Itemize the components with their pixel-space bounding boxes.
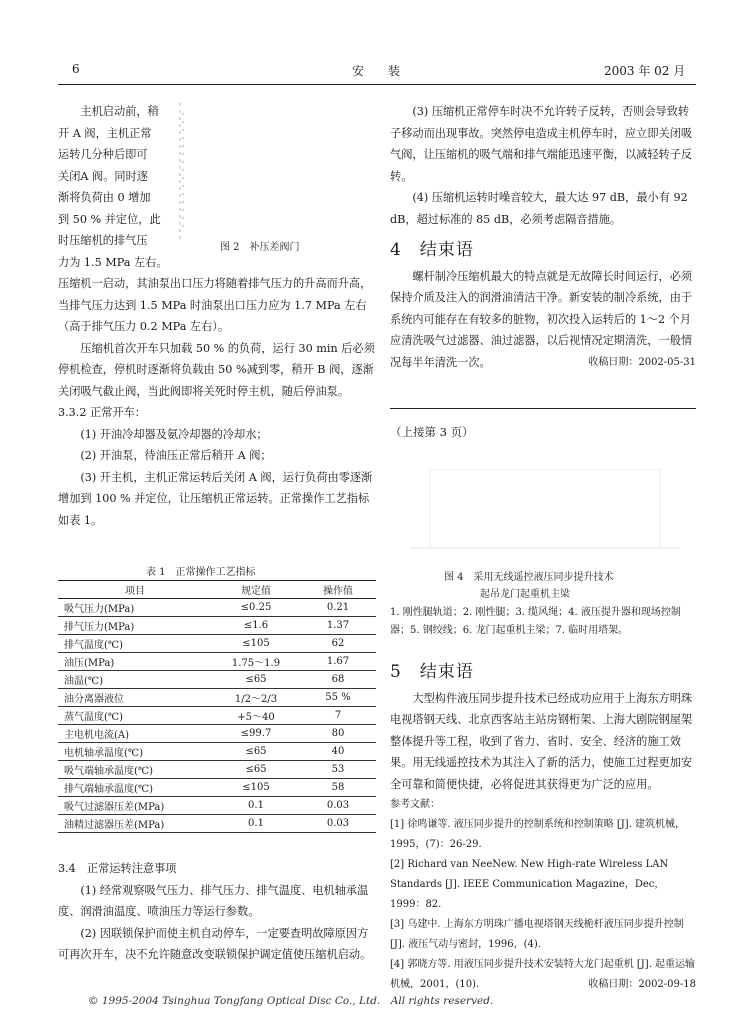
cell-actual: 7 bbox=[300, 707, 376, 725]
cell-actual: 53 bbox=[300, 761, 376, 779]
cell-item: 蒸气温度(℃) bbox=[58, 707, 212, 725]
step-item: (3) 开主机，主机正常运转后关闭 A 阀，运行负荷由零逐渐增加到 100 % 并定位，让压缩机正常运转。正常操作工艺指标如表 1。 bbox=[58, 470, 373, 527]
intro-text bbox=[58, 101, 180, 273]
table-row bbox=[58, 725, 376, 743]
figure-4-caption-line2: 起吊龙门起重机主梁 bbox=[480, 589, 570, 600]
figure-2-valve-drawing bbox=[176, 103, 188, 243]
table-row bbox=[58, 689, 376, 707]
cell-actual: 1.37 bbox=[300, 617, 376, 635]
cell-actual: 68 bbox=[300, 671, 376, 689]
cell-actual: 80 bbox=[300, 725, 376, 743]
cell-spec: ≤105 bbox=[212, 779, 300, 797]
cell-spec: +5～40 bbox=[212, 707, 300, 725]
paragraph: 大型构件液压同步提升技术已经成功应用于上海东方明珠电视塔钢天线、北京西客站主站房钢桁架、上海大剧院钢屋架整体提升等工程，收到了省力、省时、安全、经济的施工效果。用无线遥控技术为其注入了新的活力，使施工过程更加安全可靠和简便快捷，必将促进其获得更为广泛的应用。 bbox=[390, 691, 693, 791]
table-row bbox=[58, 671, 376, 689]
table-row bbox=[58, 815, 376, 833]
table-row bbox=[58, 779, 376, 797]
col-header: 规定值 bbox=[212, 581, 300, 599]
col-header: 操作值 bbox=[300, 581, 376, 599]
intro-line: 时压缩机的排气压 bbox=[58, 234, 148, 247]
table-row bbox=[58, 743, 376, 761]
note-item: (1) 经常观察吸气压力、排气压力、排气温度、电机轴承温度、润滑油温度、喷油压力等运行参数。 bbox=[58, 883, 369, 918]
step-item: (2) 开油泵，待油压正常后稍开 A 阀； bbox=[80, 449, 272, 462]
header-rule bbox=[58, 84, 696, 85]
figure-4-legend: 1. 刚性腿轨道；2. 刚性腿；3. 缆风绳；4. 液压提升器和现场控制器；5. 钢绞线；6. 龙门起重机主梁；7. 临时用塔架。 bbox=[390, 607, 681, 636]
table-header-row bbox=[58, 581, 376, 599]
cell-actual: 62 bbox=[300, 635, 376, 653]
subsection-heading: 3.3.2 正常开车： bbox=[58, 406, 146, 419]
table-row bbox=[58, 707, 376, 725]
cell-spec: ≤105 bbox=[212, 635, 300, 653]
table-row bbox=[58, 797, 376, 815]
page-number: 6 bbox=[72, 62, 80, 76]
cell-item: 吸气端轴承温度(℃) bbox=[58, 761, 212, 779]
cell-actual: 55 % bbox=[300, 689, 376, 707]
cell-spec: ≤99.7 bbox=[212, 725, 300, 743]
intro-line: 关闭A 阀。同时逐 bbox=[58, 169, 148, 183]
issue-date: 2003 年 02 月 bbox=[604, 64, 686, 78]
table-row bbox=[58, 761, 376, 779]
references-title: 参考文献： bbox=[390, 799, 440, 810]
process-table bbox=[58, 580, 376, 833]
figure-4-crane-drawing bbox=[400, 448, 690, 558]
cell-item: 排气温度(℃) bbox=[58, 635, 212, 653]
table-row bbox=[58, 617, 376, 635]
cell-item: 排气端轴承温度(℃) bbox=[58, 779, 212, 797]
running-section: 安 装 bbox=[352, 64, 407, 78]
intro-line: 运转几分种后即可 bbox=[58, 148, 148, 161]
copyright-footer: © 1995-2004 Tsinghua Tongfang Optical Disc Co., Ltd. All rights reserved. bbox=[88, 995, 494, 1007]
cell-item: 吸气过滤器压差(MPa) bbox=[58, 797, 212, 815]
paragraph: 螺杆制冷压缩机最大的特点就是无故障长时间运行，必须保持介质及注入的润滑油清洁干净。新安装的制冷系统，由于系统内可能存在有较多的脏物，初次投入运转后的 1～2 个月应清洗吸气过滤器、油过滤器，以后视情况定期清洗，一般情况每半年清洗一次。 bbox=[390, 269, 693, 369]
cell-actual: 40 bbox=[300, 743, 376, 761]
cell-spec: 1.75～1.9 bbox=[212, 653, 300, 671]
cell-item: 吸气压力(MPa) bbox=[58, 599, 212, 617]
table-row bbox=[58, 653, 376, 671]
table-row bbox=[58, 635, 376, 653]
paragraph: 压缩机首次开车只加载 50 % 的负荷，运行 30 min 后必须停机检查，停机时逐渐将负载由 50 %减到零，稍开 B 阀，逐渐关闭吸气截止阀，当此阀即将关死时停主机，随后停油泵。 bbox=[58, 341, 375, 398]
intro-line: 渐将负荷由 0 增加 bbox=[58, 191, 151, 204]
table-row bbox=[58, 599, 376, 617]
cell-item: 油精过滤器压差(MPa) bbox=[58, 815, 212, 833]
cell-spec: ≤65 bbox=[212, 671, 300, 689]
cell-item: 油温(℃) bbox=[58, 671, 212, 689]
cell-spec: ≤0.25 bbox=[212, 599, 300, 617]
cell-actual: 0.21 bbox=[300, 599, 376, 617]
cell-spec: ≤65 bbox=[212, 743, 300, 761]
cell-item: 主电机电流(A) bbox=[58, 725, 212, 743]
intro-line: 到 50 % 并定位，此 bbox=[58, 212, 161, 226]
right-column-top bbox=[390, 101, 696, 374]
reference-item: [4] 郭晓方等. 用液压同步提升技术安装特大龙门起重机 [J]. 起重运输机械，2001，(10). bbox=[390, 959, 696, 990]
reference-item: [1] 徐鸣谦等. 液压同步提升的控制系统和控制策略 [J]. 建筑机械，1995，(7)：26-29. bbox=[390, 819, 686, 850]
figure-4-caption: 图 4 采用无线遥控液压同步提升技术 bbox=[444, 572, 614, 583]
cell-item: 油压(MPa) bbox=[58, 653, 212, 671]
received-date-2: 收稿日期：2002-09-18 bbox=[588, 979, 696, 990]
figure-2-caption: 图 2 补压差阀门 bbox=[220, 242, 300, 253]
cell-actual: 0.03 bbox=[300, 797, 376, 815]
paragraph: (4) 压缩机运转时噪音较大，最大达 97 dB，最小有 92 dB，超过标准的 85 dB，必须考虑隔音措施。 bbox=[390, 191, 688, 226]
reference-item: [3] 乌建中. 上海东方明珠广播电视塔钢天线桅杆液压同步提升控制 [J]. 液压气动与密封，1996，(4). bbox=[390, 919, 684, 950]
cell-spec: 0.1 bbox=[212, 797, 300, 815]
cell-item: 油分离器液位 bbox=[58, 689, 212, 707]
subsection-heading: 3.4 正常运转注意事项 bbox=[58, 862, 177, 875]
cell-spec: ≤65 bbox=[212, 761, 300, 779]
cell-item: 排气压力(MPa) bbox=[58, 617, 212, 635]
cell-spec: 0.1 bbox=[212, 815, 300, 833]
intro-line: 主机启动前，稍 bbox=[80, 105, 159, 118]
column-divider bbox=[390, 408, 696, 409]
col-header: 项目 bbox=[58, 581, 212, 599]
intro-line: 力为 1.5 MPa 左右。 bbox=[58, 255, 168, 269]
cell-actual: 58 bbox=[300, 779, 376, 797]
table-1-caption: 表 1 正常操作工艺指标 bbox=[146, 567, 256, 578]
paragraph: (3) 压缩机正常停车时决不允许转子反转，否则会导致转子移动而出现事故。突然停电造成主机停车时，应立即关闭吸气阀，让压缩机的吸气端和排气端能迅速平衡，以减轻转子反转。 bbox=[390, 105, 693, 183]
right-column-bottom bbox=[390, 662, 696, 995]
intro-block bbox=[58, 101, 376, 273]
paragraph: 压缩机一启动，其油泵出口压力将随着排气压力的升高而升高，当排气压力达到 1.5 MPa 时油泵出口压力应为 1.7 MPa 左右（高于排气压力 0.2 MPa 左右）。 bbox=[58, 277, 372, 333]
reference-item: [2] Richard van NeeNew. New High-rate Wireless LAN Standards [J]. IEEE Communication Magazine，Dec，1999：82. bbox=[390, 859, 669, 910]
cell-item: 电机轴承温度(℃) bbox=[58, 743, 212, 761]
cell-spec: 1/2～2/3 bbox=[212, 689, 300, 707]
step-item: (1) 开油冷却器及氨冷却器的冷却水； bbox=[80, 427, 268, 441]
section-4-heading: 4 结束语 bbox=[390, 240, 474, 260]
intro-line: 开 A 阀，主机正常 bbox=[58, 126, 152, 140]
received-date: 收稿日期：2002-05-31 bbox=[588, 357, 696, 368]
left-notes bbox=[58, 858, 376, 966]
note-item: (2) 因联锁保护而使主机自动停车，一定要查明故障原因方可再次开车，决不允许随意改变联锁保护调定值使压缩机启动。 bbox=[58, 926, 372, 961]
left-column bbox=[58, 101, 376, 531]
continued-note: （上接第 3 页） bbox=[390, 425, 474, 439]
section-5-heading: 5 结束语 bbox=[390, 662, 474, 682]
cell-actual: 1.67 bbox=[300, 653, 376, 671]
cell-actual: 0.03 bbox=[300, 815, 376, 833]
cell-spec: ≤1.6 bbox=[212, 617, 300, 635]
